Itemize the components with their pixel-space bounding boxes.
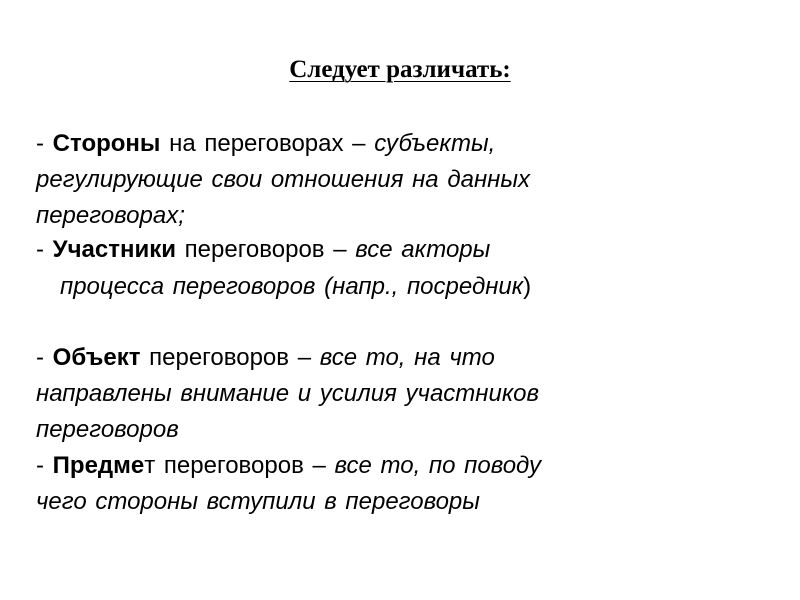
definition-text: субъекты,	[374, 130, 496, 157]
definition-text: процесса переговоров (напр., посредник	[60, 273, 524, 300]
item-storony-line-3	[36, 199, 185, 233]
item-uchastniki-line-1	[36, 233, 490, 267]
list-dash: -	[36, 452, 53, 479]
definition-text: чего стороны вступили в переговоры	[36, 488, 480, 515]
connector-text: переговоров –	[140, 344, 320, 371]
item-obekt-line-3	[36, 413, 179, 447]
connector-text: т переговоров –	[144, 452, 335, 479]
definition-text: все акторы	[355, 236, 491, 263]
definition-text: переговорах;	[36, 202, 185, 229]
item-obekt-line-1	[36, 341, 495, 375]
definition-text: все то, по поводу	[334, 452, 542, 479]
list-dash: -	[36, 236, 53, 263]
term-obekt: Объект	[52, 344, 141, 371]
item-predmet-line-1	[36, 449, 541, 483]
definition-text: регулирующие свои отношения на данных	[36, 166, 531, 193]
list-dash: -	[36, 130, 53, 157]
definition-text: все то, на что	[319, 344, 495, 371]
connector-text: переговоров –	[176, 236, 356, 263]
definition-text: направлены внимание и усилия участников	[36, 380, 540, 407]
item-storony-line-1	[36, 127, 495, 161]
term-predmet: Предме	[52, 452, 145, 479]
connector-text: на переговорах –	[160, 130, 375, 157]
slide-title: Следует различать:	[289, 56, 511, 83]
definition-text: переговоров	[36, 416, 179, 443]
item-storony-line-2	[36, 163, 530, 197]
term-storony: Стороны	[52, 130, 161, 157]
list-dash: -	[36, 344, 53, 371]
term-uchastniki: Участники	[52, 236, 176, 263]
closing-paren: )	[523, 273, 532, 300]
item-predmet-line-2	[36, 485, 480, 519]
item-uchastniki-line-2	[60, 270, 531, 304]
item-obekt-line-2	[36, 377, 539, 411]
